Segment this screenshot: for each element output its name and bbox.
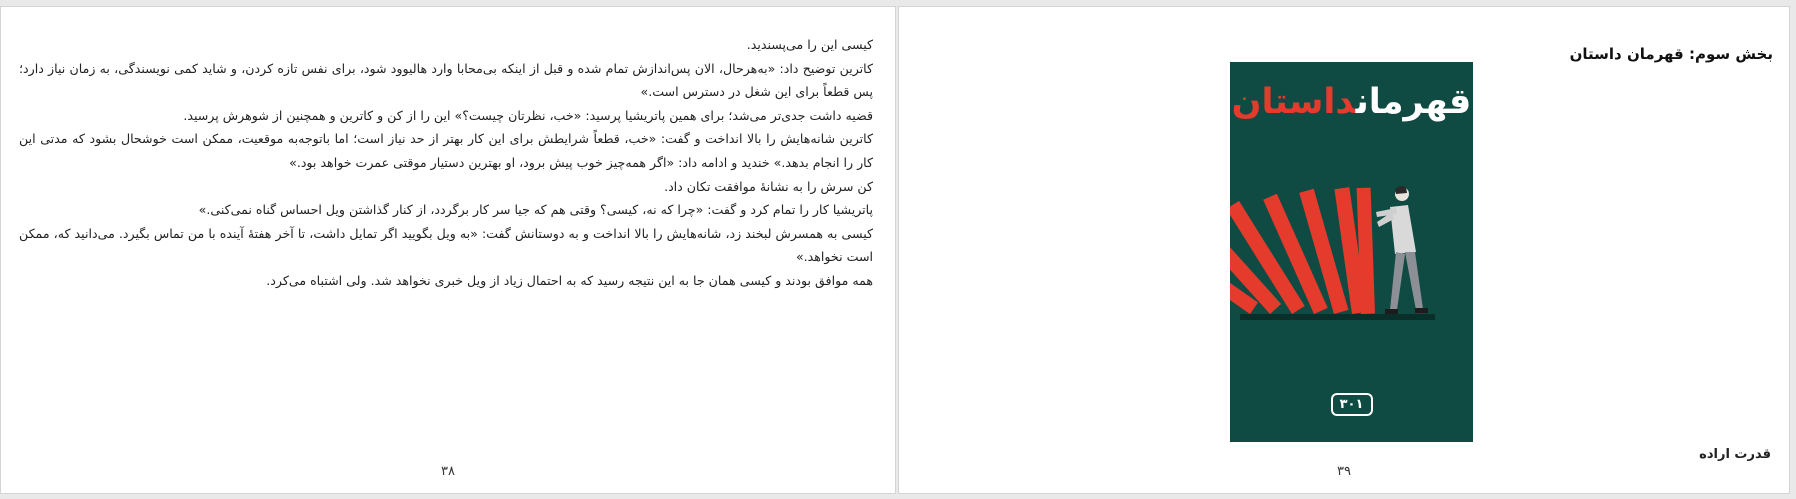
body-text <box>19 33 873 293</box>
paragraph: کاترین توضیح داد: «به‌هرحال، الان پس‌اندازش تمام شده و قبل از اینکه بی‌محابا وارد هالیوود شود، برای نفس تازه کردن، و شاید کمی نویسندگی، به زمان نیاز دارد؛ پس قطعاً برای این شغل در دسترس است.» <box>19 60 873 100</box>
section-title: بخش سوم: قهرمان داستان <box>1569 45 1773 63</box>
left-page <box>0 6 896 494</box>
right-page <box>898 6 1790 494</box>
book-cover-image <box>1230 62 1473 442</box>
paragraph: کاترین شانه‌هایش را بالا انداخت و گفت: «خب، قطعاً شرایطش برای این کار بهتر از حد نیاز است؛ اما باتوجه‌به موقعیت، ممکن است خوشحال بشود که مدتی این کار را انجام بدهد.» خندید و ادامه داد: «اگر همه‌چیز خوب پیش برود، او بهترین دستیار موقتی عمرت خواهد بود.» <box>19 131 873 170</box>
paragraph: کیسی به همسرش لبخند زد، شانه‌هایش را بالا انداخت و به دوستانش گفت: «به ویل بگویید اگر تمایل داشت، تا آخر هفتهٔ آینده با من تماس بگیرد. می‌دانید که، ممکن است نخواهد.» <box>19 225 873 265</box>
cover-title-word: قهرمان <box>1355 82 1472 122</box>
man-figure <box>1376 186 1428 314</box>
paragraph: همه موافق بودند و کیسی همان جا به این نتیجه رسید که به احتمال زیاد از ویل خبری نخواهد شد. ولی اشتباه می‌کرد. <box>266 272 873 288</box>
publisher-badge: ۳۰۱ <box>1331 393 1373 416</box>
paragraph: قضیه داشت جدی‌تر می‌شد؛ برای همین پاتریشیا پرسید: «خب، نظرتان چیست؟» این را از کن و کاترین و همچنین از شوهرش پرسید. <box>183 107 873 123</box>
paragraph: پاتریشیا کار را تمام کرد و گفت: «چرا که نه، کیسی؟ وقتی هم که جیا سر کار برگردد، از کنار گذاشتن ویل احساس گناه نمی‌کنی.» <box>198 202 873 218</box>
page-number-right: ۳۹ <box>1337 464 1351 479</box>
cover-title <box>1230 82 1473 122</box>
page-number-left: ۳۸ <box>441 464 455 479</box>
cover-title-accent-word: داستان <box>1231 82 1356 122</box>
paragraph: کیسی این را می‌پسندید. <box>746 37 873 52</box>
chapter-subtitle: قدرت اراده <box>1699 447 1771 462</box>
paragraph: کن سرش را به نشانهٔ موافقت تکان داد. <box>664 178 873 194</box>
ground-shadow <box>1240 314 1435 320</box>
domino-group <box>1230 187 1375 314</box>
